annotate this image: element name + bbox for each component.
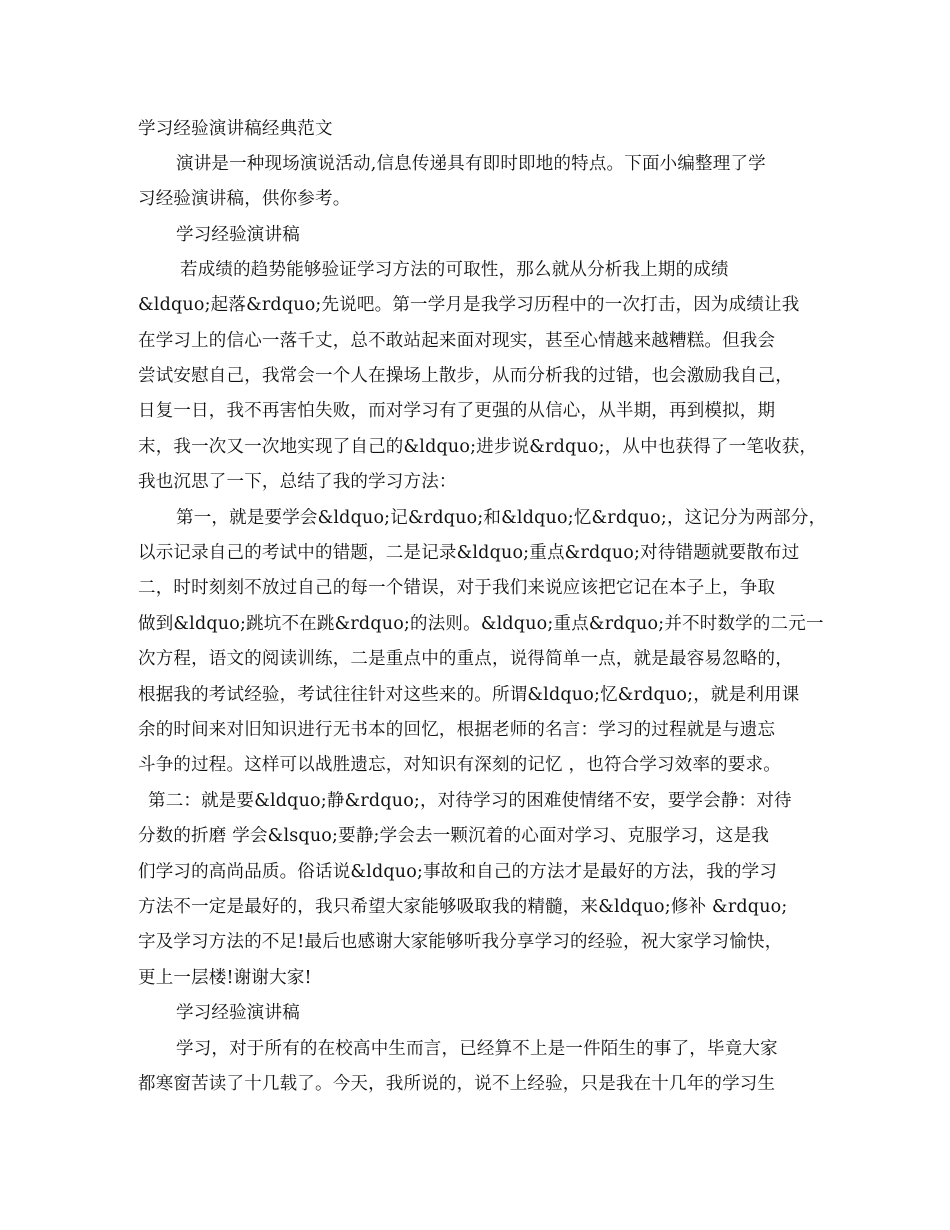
paragraph-line: 末，我一次又一次地实现了自己的&ldquo;进步说&rdquo;，从中也获得了一笔收获， <box>138 437 818 457</box>
paragraph-line: 斗争的过程。这样可以战胜遗忘，对知识有深刻的记忆 ，也符合学习效率的要求。 <box>138 755 781 775</box>
paragraph-line: 以示记录自己的考试中的错题，二是记录&ldquo;重点&rdquo;对待错题就要散布过 <box>138 543 800 563</box>
paragraph-line: 都寒窗苦读了十几载了。今天，我所说的，说不上经验，只是我在十几年的学习生 <box>138 1074 776 1094</box>
paragraph-line: 在学习上的信心一落千丈，总不敢站起来面对现实，甚至心情越来越糟糕。但我会 <box>138 331 776 351</box>
paragraph-line: 们学习的高尚品质。俗话说&ldquo;事故和自己的方法才是最好的方法，我的学习 <box>138 862 778 882</box>
paragraph-line: 更上一层楼!谢谢大家! <box>138 968 312 988</box>
paragraph-line: 若成绩的趋势能够验证学习方法的可取性，那么就从分析我上期的成绩 <box>180 260 729 280</box>
paragraph-line: 方法不一定是最好的，我只希望大家能够吸取我的精髓，来&ldquo;修补 &rdquo; <box>138 897 788 917</box>
paragraph-line: 我也沉思了一下，总结了我的学习方法： <box>138 472 457 492</box>
paragraph-line: 二，时时刻刻不放过自己的每一个错误，对于我们来说应该把它记在本子上，争取 <box>138 578 776 598</box>
paragraph-line: 学习，对于所有的在校高中生而言，已经算不上是一件陌生的事了，毕竟大家 <box>176 1039 778 1059</box>
section-heading: 学习经验演讲稿 <box>176 1003 300 1023</box>
section-heading: 学习经验演讲稿 <box>176 225 300 245</box>
paragraph-line: 第二：就是要&ldquo;静&rdquo;，对待学习的困难使情绪不安，要学会静：对待 <box>148 791 792 811</box>
paragraph-line: 余的时间来对旧知识进行无书本的回忆，根据老师的名言：学习的过程就是与遗忘 <box>138 720 776 740</box>
paragraph-line: 尝试安慰自己，我常会一个人在操场上散步，从而分析我的过错，也会激励我自己， <box>138 366 793 386</box>
paragraph-line: 次方程，语文的阅读训练，二是重点中的重点，说得简单一点，就是最容易忽略的， <box>138 649 793 669</box>
paragraph-line: 第一，就是要学会&ldquo;记&rdquo;和&ldquo;忆&rdquo;，这记分为两部分， <box>176 508 827 528</box>
paragraph-line: 分数的折磨 学会&lsquo;要静;学会去一颗沉着的心面对学习、克服学习，这是我 <box>138 826 770 846</box>
paragraph-line: 根据我的考试经验，考试往往针对这些来的。所谓&ldquo;忆&rdquo;，就是利用课 <box>138 685 800 705</box>
paragraph-line: 演讲是一种现场演说活动,信息传递具有即时即地的特点。下面小编整理了学 <box>176 154 766 174</box>
paragraph-line: 日复一日，我不再害怕失败，而对学习有了更强的从信心，从半期，再到模拟，期 <box>138 401 776 421</box>
paragraph-line: 习经验演讲稿，供你参考。 <box>138 189 351 209</box>
paragraph-line: &ldquo;起落&rdquo;先说吧。第一学月是我学习历程中的一次打击，因为成绩让我 <box>138 295 800 315</box>
paragraph-line: 字及学习方法的不足!最后也感谢大家能够听我分享学习的经验，祝大家学习愉快， <box>138 932 783 952</box>
paragraph-line: 做到&ldquo;跳坑不在跳&rdquo;的法则。&ldquo;重点&rdquo;并不时数学的二元一 <box>138 614 824 634</box>
document-title: 学习经验演讲稿经典范文 <box>138 119 333 139</box>
